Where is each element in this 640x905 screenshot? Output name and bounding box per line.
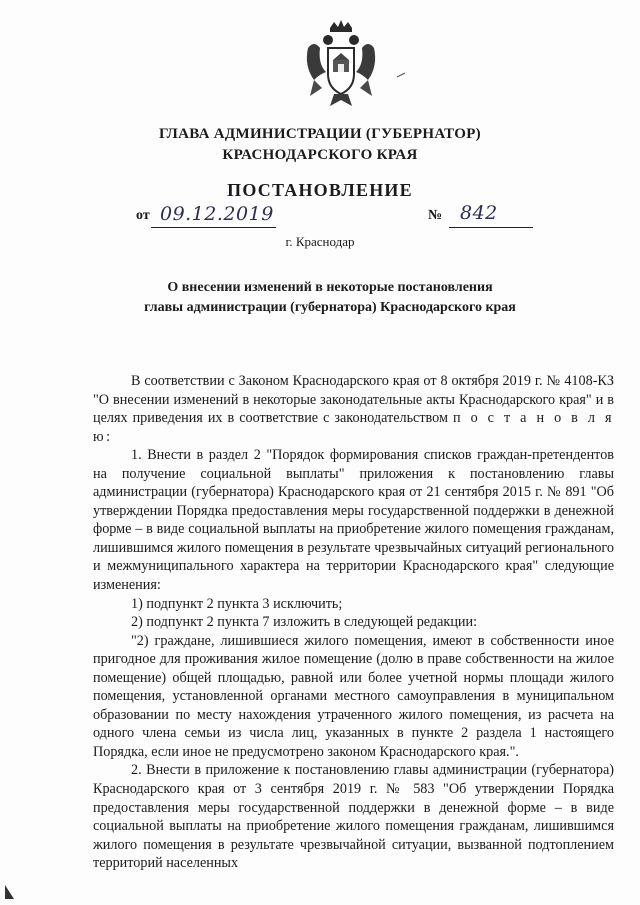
quoted-amendment-paragraph: "2) граждане, лишившиеся жилого помещения, имеют в собственности иное пригодное для проживания жилое помещение (долю в праве собственности на жилое помещение) общей площадью, равной или более учетной нормы площади жилого помещения, установленной органами местного самоуправления в муниципальном образовании по месту нахождения утраченного жилого помещения, из расчета на одного члена семьи из числа лиц, указанных в пункте 2 раздела 1 настоящего Порядка, если иное не предусмотрено законом Краснодарского края.". <box>93 632 614 760</box>
document-body <box>93 372 614 873</box>
item-2-paragraph: 2. Внести в приложение к постановлению главы администрации (губернатора) Краснодарского края от 3 сентября 2019 г. № 583 "Об утверждении Порядка предоставления меры государственной поддержки в денежной форме – в виде социальной выплаты на приобретение жилого помещения гражданам, лишившимся жилого помещения в результате чрезвычайной ситуации, вызванной подтоплением территорий населенных <box>93 762 614 872</box>
subject-line-1: О внесении изменений в некоторые постановления <box>167 280 493 295</box>
issuer-title-line-1: ГЛАВА АДМИНИСТРАЦИИ (ГУБЕРНАТОР) <box>159 126 481 142</box>
handwritten-number: 842 <box>460 202 498 224</box>
city-label: г. Краснодар <box>285 234 355 249</box>
item-1-paragraph: 1. Внести в раздел 2 "Порядок формирования списков граждан-претендентов на получение социальной выплаты" приложения к постановлению главы администрации (губернатора) Краснодарского края от 21 сентября 2015 г. № 891 "Об утверждении Порядка предоставления меры государственной поддержки в денежной форме – в виде социальной выплаты на приобретение жилого помещения гражданам, лишившимся жилого помещения в результате чрезвычайных ситуаций регионального и межмуниципального характера на территории Краснодарского края" следующие изменения: <box>93 447 614 594</box>
decree-verb: п о с т а н о в л я ю: <box>93 410 614 445</box>
coat-of-arms-emblem <box>300 18 382 110</box>
subitem-1-paragraph: 1) подпункт 2 пункта 3 исключить; <box>131 595 343 612</box>
preamble-text: В соответствии с Законом Краснодарского края от 8 октября 2019 г. № 4108-КЗ "О внесении изменений в некоторые законодательные акты Краснодарского края" и в целях приведения их в соответствие с законодательством <box>93 373 614 427</box>
handwritten-date: 09.12.2019 <box>160 203 274 225</box>
date-label: от <box>136 208 150 223</box>
stray-pen-mark <box>396 72 406 78</box>
subitem-2-paragraph: 2) подпункт 2 пункта 7 изложить в следующей редакции: <box>131 614 478 631</box>
page-corner-mark <box>4 882 16 900</box>
preamble-paragraph <box>93 372 614 446</box>
issuer-title-line-2: КРАСНОДАРСКОГО КРАЯ <box>222 147 418 163</box>
subject-line-2: главы администрации (губернатора) Краснодарского края <box>144 300 516 315</box>
document-type-title: ПОСТАНОВЛЕНИЕ <box>227 180 413 200</box>
number-label: № <box>428 208 443 223</box>
number-underline <box>449 226 533 228</box>
date-underline <box>151 226 276 228</box>
